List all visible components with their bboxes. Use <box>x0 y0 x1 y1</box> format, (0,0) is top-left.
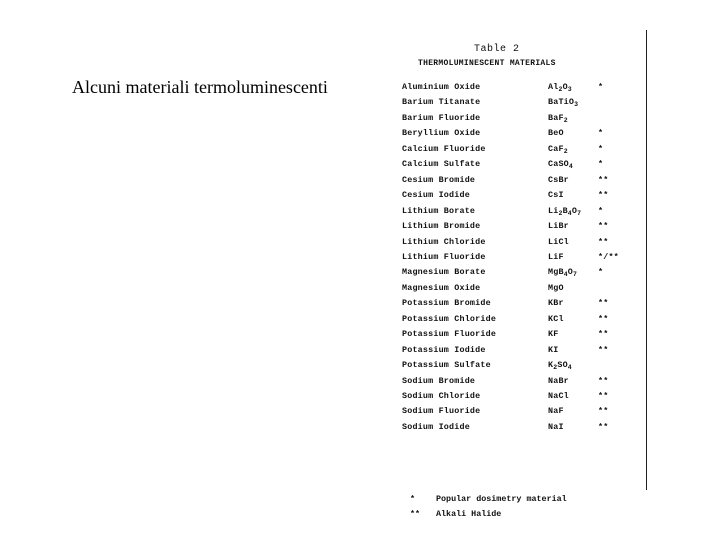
formula-text: KCl <box>548 313 564 324</box>
legend-symbol: * <box>410 494 416 505</box>
legend-item <box>390 507 646 521</box>
material-name: Beryllium Oxide <box>402 128 481 139</box>
material-name: Sodium Bromide <box>402 375 476 386</box>
material-name: Sodium Iodide <box>402 421 470 432</box>
material-name: Potassium Chloride <box>402 313 497 324</box>
material-category-mark: ** <box>598 236 609 247</box>
material-name: Potassium Iodide <box>402 344 486 355</box>
table-row <box>390 188 646 203</box>
formula-text: MgB <box>548 267 564 278</box>
formula-text: KI <box>548 344 559 355</box>
formula-text: K <box>548 360 554 371</box>
formula-text: LiBr <box>548 221 569 232</box>
material-name: Lithium Bromide <box>402 221 481 232</box>
material-formula <box>548 173 569 188</box>
formula-text: O <box>571 205 578 216</box>
formula-subscript: 2 <box>558 209 563 217</box>
material-category-mark: ** <box>598 221 609 232</box>
material-formula <box>548 358 572 373</box>
formula-subscript: 2 <box>563 116 568 124</box>
material-name: Potassium Fluoride <box>402 329 497 340</box>
table-row <box>390 80 646 95</box>
table-row <box>390 389 646 404</box>
formula-text: BeO <box>548 128 564 139</box>
formula-text: SO <box>557 360 568 371</box>
table-row <box>390 296 646 311</box>
material-formula <box>548 95 578 110</box>
material-category-mark: ** <box>598 375 609 386</box>
formula-subscript: 4 <box>567 364 572 372</box>
table-row <box>390 157 646 172</box>
material-formula <box>548 126 564 141</box>
formula-subscript: 2 <box>558 86 563 93</box>
material-name: Cesium Iodide <box>402 190 470 201</box>
table-row <box>390 420 646 435</box>
material-category-mark: ** <box>598 421 609 432</box>
material-formula <box>548 235 569 250</box>
material-name: Calcium Sulfate <box>402 159 481 170</box>
table-row <box>390 142 646 157</box>
material-category-mark: */** <box>598 251 619 262</box>
formula-text: KF <box>548 329 559 340</box>
material-formula <box>548 219 569 234</box>
material-category-mark: ** <box>598 190 609 201</box>
formula-subscript: 4 <box>567 209 572 217</box>
material-formula <box>548 111 568 126</box>
legend-text: Alkali Halide <box>436 509 502 520</box>
table-row <box>390 281 646 296</box>
formula-text: BaF <box>548 112 564 123</box>
table-row <box>390 404 646 419</box>
formula-subscript: 4 <box>568 163 574 171</box>
table-title: THERMOLUMINESCENT MATERIALS <box>418 59 556 68</box>
material-name: Magnesium Borate <box>402 267 486 278</box>
formula-text: O <box>562 82 568 92</box>
material-category-mark: * <box>598 82 604 92</box>
material-formula <box>548 142 568 157</box>
material-formula <box>548 312 564 327</box>
material-name: Aluminium Oxide <box>402 82 481 92</box>
material-name: Lithium Fluoride <box>402 251 486 262</box>
material-category-mark: ** <box>598 329 609 340</box>
formula-subscript: 4 <box>563 271 568 279</box>
material-category-mark: ** <box>598 344 609 355</box>
formula-subscript: 3 <box>567 86 572 93</box>
material-category-mark: ** <box>598 313 609 324</box>
formula-subscript: 3 <box>574 101 579 109</box>
formula-text: B <box>562 205 568 216</box>
material-formula <box>548 281 564 296</box>
formula-subscript: 2 <box>553 364 558 372</box>
material-name: Potassium Bromide <box>402 298 491 309</box>
material-formula <box>548 265 577 280</box>
formula-text: NaF <box>548 406 564 417</box>
material-name: Barium Fluoride <box>402 112 481 123</box>
material-category-mark: ** <box>598 298 609 309</box>
material-category-mark: * <box>598 128 604 139</box>
material-category-mark: * <box>598 143 604 154</box>
table-label: Table 2 <box>474 44 520 55</box>
table-row <box>390 265 646 280</box>
formula-text: Li <box>548 205 559 216</box>
table-row <box>390 204 646 219</box>
formula-text: NaI <box>548 421 564 432</box>
formula-text: LiCl <box>548 236 569 247</box>
formula-text: LiF <box>548 251 564 262</box>
material-formula <box>548 157 573 172</box>
material-name: Sodium Chloride <box>402 391 481 401</box>
formula-text: O <box>567 267 574 278</box>
formula-text: CsI <box>548 190 564 201</box>
material-category-mark: * <box>598 159 604 170</box>
material-formula <box>548 343 558 358</box>
material-category-mark: * <box>598 267 604 278</box>
formula-text: MgO <box>548 282 564 293</box>
material-formula <box>548 374 569 389</box>
material-formula <box>548 404 564 419</box>
scanned-table-page <box>390 30 646 520</box>
material-category-mark: ** <box>598 174 609 185</box>
formula-text: CaSO <box>548 159 569 170</box>
material-category-mark: ** <box>598 391 609 401</box>
material-formula <box>548 80 572 95</box>
table-row <box>390 312 646 327</box>
formula-text: NaCl <box>548 391 569 401</box>
material-formula <box>548 389 569 404</box>
formula-subscript: 7 <box>573 271 578 279</box>
material-formula <box>548 296 564 311</box>
formula-subscript: 7 <box>577 209 582 217</box>
material-formula <box>548 327 558 342</box>
material-name: Potassium Sulfate <box>402 360 491 371</box>
material-name: Cesium Bromide <box>402 174 476 185</box>
material-name: Lithium Borate <box>402 205 476 216</box>
formula-text: CaF <box>548 143 564 154</box>
material-formula <box>548 188 564 203</box>
formula-text: CsBr <box>548 174 569 185</box>
table-row <box>390 219 646 234</box>
table-row <box>390 95 646 110</box>
material-name: Magnesium Oxide <box>402 282 481 293</box>
material-category-mark: ** <box>598 406 609 417</box>
material-formula <box>548 250 564 265</box>
material-name: Sodium Fluoride <box>402 406 481 417</box>
formula-text: BaTiO <box>548 97 575 108</box>
formula-text: Al <box>548 82 559 92</box>
material-name: Calcium Fluoride <box>402 143 486 154</box>
table-row <box>390 111 646 126</box>
formula-text: NaBr <box>548 375 569 386</box>
formula-subscript: 2 <box>563 147 568 155</box>
legend-symbol: ** <box>410 509 421 520</box>
slide-title: Alcuni materiali termoluminescenti <box>72 77 328 97</box>
table-row <box>390 235 646 250</box>
legend-text: Popular dosimetry material <box>436 494 567 505</box>
material-formula <box>548 204 581 219</box>
material-name: Lithium Chloride <box>402 236 486 247</box>
table-row <box>390 343 646 358</box>
material-category-mark: * <box>598 205 604 216</box>
material-formula <box>548 420 564 435</box>
formula-text: KBr <box>548 298 564 309</box>
table-row <box>390 126 646 141</box>
table-row <box>390 173 646 188</box>
table-row <box>390 374 646 389</box>
legend-item <box>390 492 646 506</box>
table-row <box>390 250 646 265</box>
table-row <box>390 358 646 373</box>
table-row <box>390 327 646 342</box>
material-name: Barium Titanate <box>402 97 481 108</box>
